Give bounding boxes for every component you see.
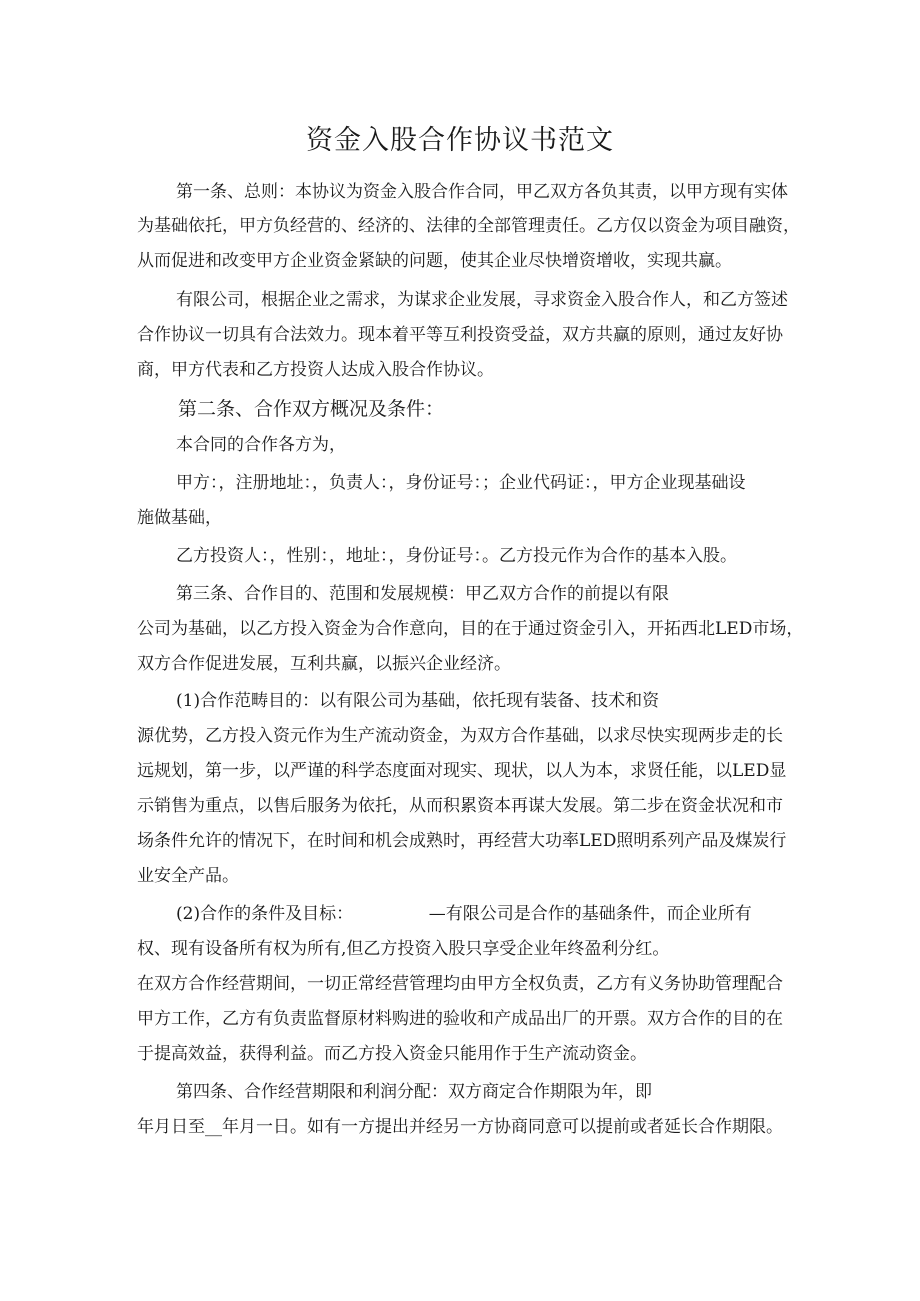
paragraph-line: 从而促进和改变甲方企业资金紧缺的问题，使其企业尽快增资增收，实现共赢。 bbox=[137, 251, 732, 271]
document-title: 资金入股合作协议书范文 bbox=[306, 125, 614, 156]
paragraph-line: 本合同的合作各方为， bbox=[176, 435, 346, 455]
paragraph-line: 远规划，第一步，以严谨的科学态度面对现实、现状，以人为本，求贤任能，以LED显 bbox=[137, 761, 787, 781]
paragraph-line: 公司为基础，以乙方投入资金为合作意向，目的在于通过资金引入，开拓西北LED市场， bbox=[137, 619, 804, 639]
paragraph-line: 双方合作促进发展，互利共赢，以振兴企业经济。 bbox=[137, 654, 511, 674]
paragraph-line: 合作协议一切具有合法效力。现本着平等互利投资受益，双方共赢的原则，通过友好协 bbox=[137, 325, 783, 345]
paragraph-line: 权、现有设备所有权为所有,但乙方投资入股只享受企业年终盈利分红。 bbox=[137, 939, 670, 959]
paragraph-line: 第三条、合作目的、范围和发展规模：甲乙双方合作的前提以有限 bbox=[176, 584, 669, 604]
paragraph-line: 施做基础， bbox=[137, 508, 222, 528]
paragraph-line: 于提高效益，获得利益。而乙方投入资金只能用作于生产流动资金。 bbox=[137, 1044, 647, 1064]
paragraph-line: 第一条、总则：本协议为资金入股合作合同，甲乙双方各负其责，以甲方现有实体 bbox=[176, 182, 788, 202]
paragraph-line: 在双方合作经营期间，一切正常经营管理均由甲方全权负责，乙方有义务协助管理配合 bbox=[137, 974, 783, 994]
paragraph-line: 业安全产品。 bbox=[137, 866, 239, 886]
paragraph-line: 源优势，乙方投入资元作为生产流动资金，为双方合作基础，以求尽快实现两步走的长 bbox=[137, 726, 783, 746]
paragraph-line: 示销售为重点，以售后服务为依托，从而积累资本再谋大发展。第二步在资金状况和市 bbox=[137, 796, 783, 816]
paragraph-line: (2)合作的条件及目标： —有限公司是合作的基础条件，而企业所有 bbox=[176, 904, 752, 924]
paragraph-line: 商，甲方代表和乙方投资人达成入股合作协议。 bbox=[137, 360, 494, 380]
section-heading: 第二条、合作双方概况及条件： bbox=[178, 398, 445, 420]
paragraph-line: 有限公司，根据企业之需求，为谋求企业发展，寻求资金入股合作人，和乙方签述 bbox=[176, 290, 788, 310]
paragraph-line: 甲方：，注册地址：，负责人：，身份证号：；企业代码证：，甲方企业现基础设 bbox=[176, 473, 746, 493]
paragraph-line: 乙方投资人：，性别：，地址：，身份证号：。乙方投元作为合作的基本入股。 bbox=[176, 546, 737, 566]
paragraph-line: 为基础依托，甲方负经营的、经济的、法律的全部管理责任。乙方仅以资金为项目融资， bbox=[137, 216, 800, 236]
paragraph-line: 甲方工作，乙方有负责监督原材料购进的验收和产成品出厂的开票。双方合作的目的在 bbox=[137, 1009, 783, 1029]
paragraph-line: (1)合作范畴目的：以有限公司为基础，依托现有装备、技术和资 bbox=[176, 691, 660, 711]
paragraph-line: 场条件允许的情况下，在时间和机会成熟时，再经营大功率LED照明系列产品及煤炭行 bbox=[137, 831, 787, 851]
paragraph-line: 年月日至__年月一日。如有一方提出并经另一方协商同意可以提前或者延长合作期限。 bbox=[137, 1117, 783, 1137]
paragraph-line: 第四条、合作经营期限和利润分配：双方商定合作期限为年，即 bbox=[176, 1082, 652, 1102]
